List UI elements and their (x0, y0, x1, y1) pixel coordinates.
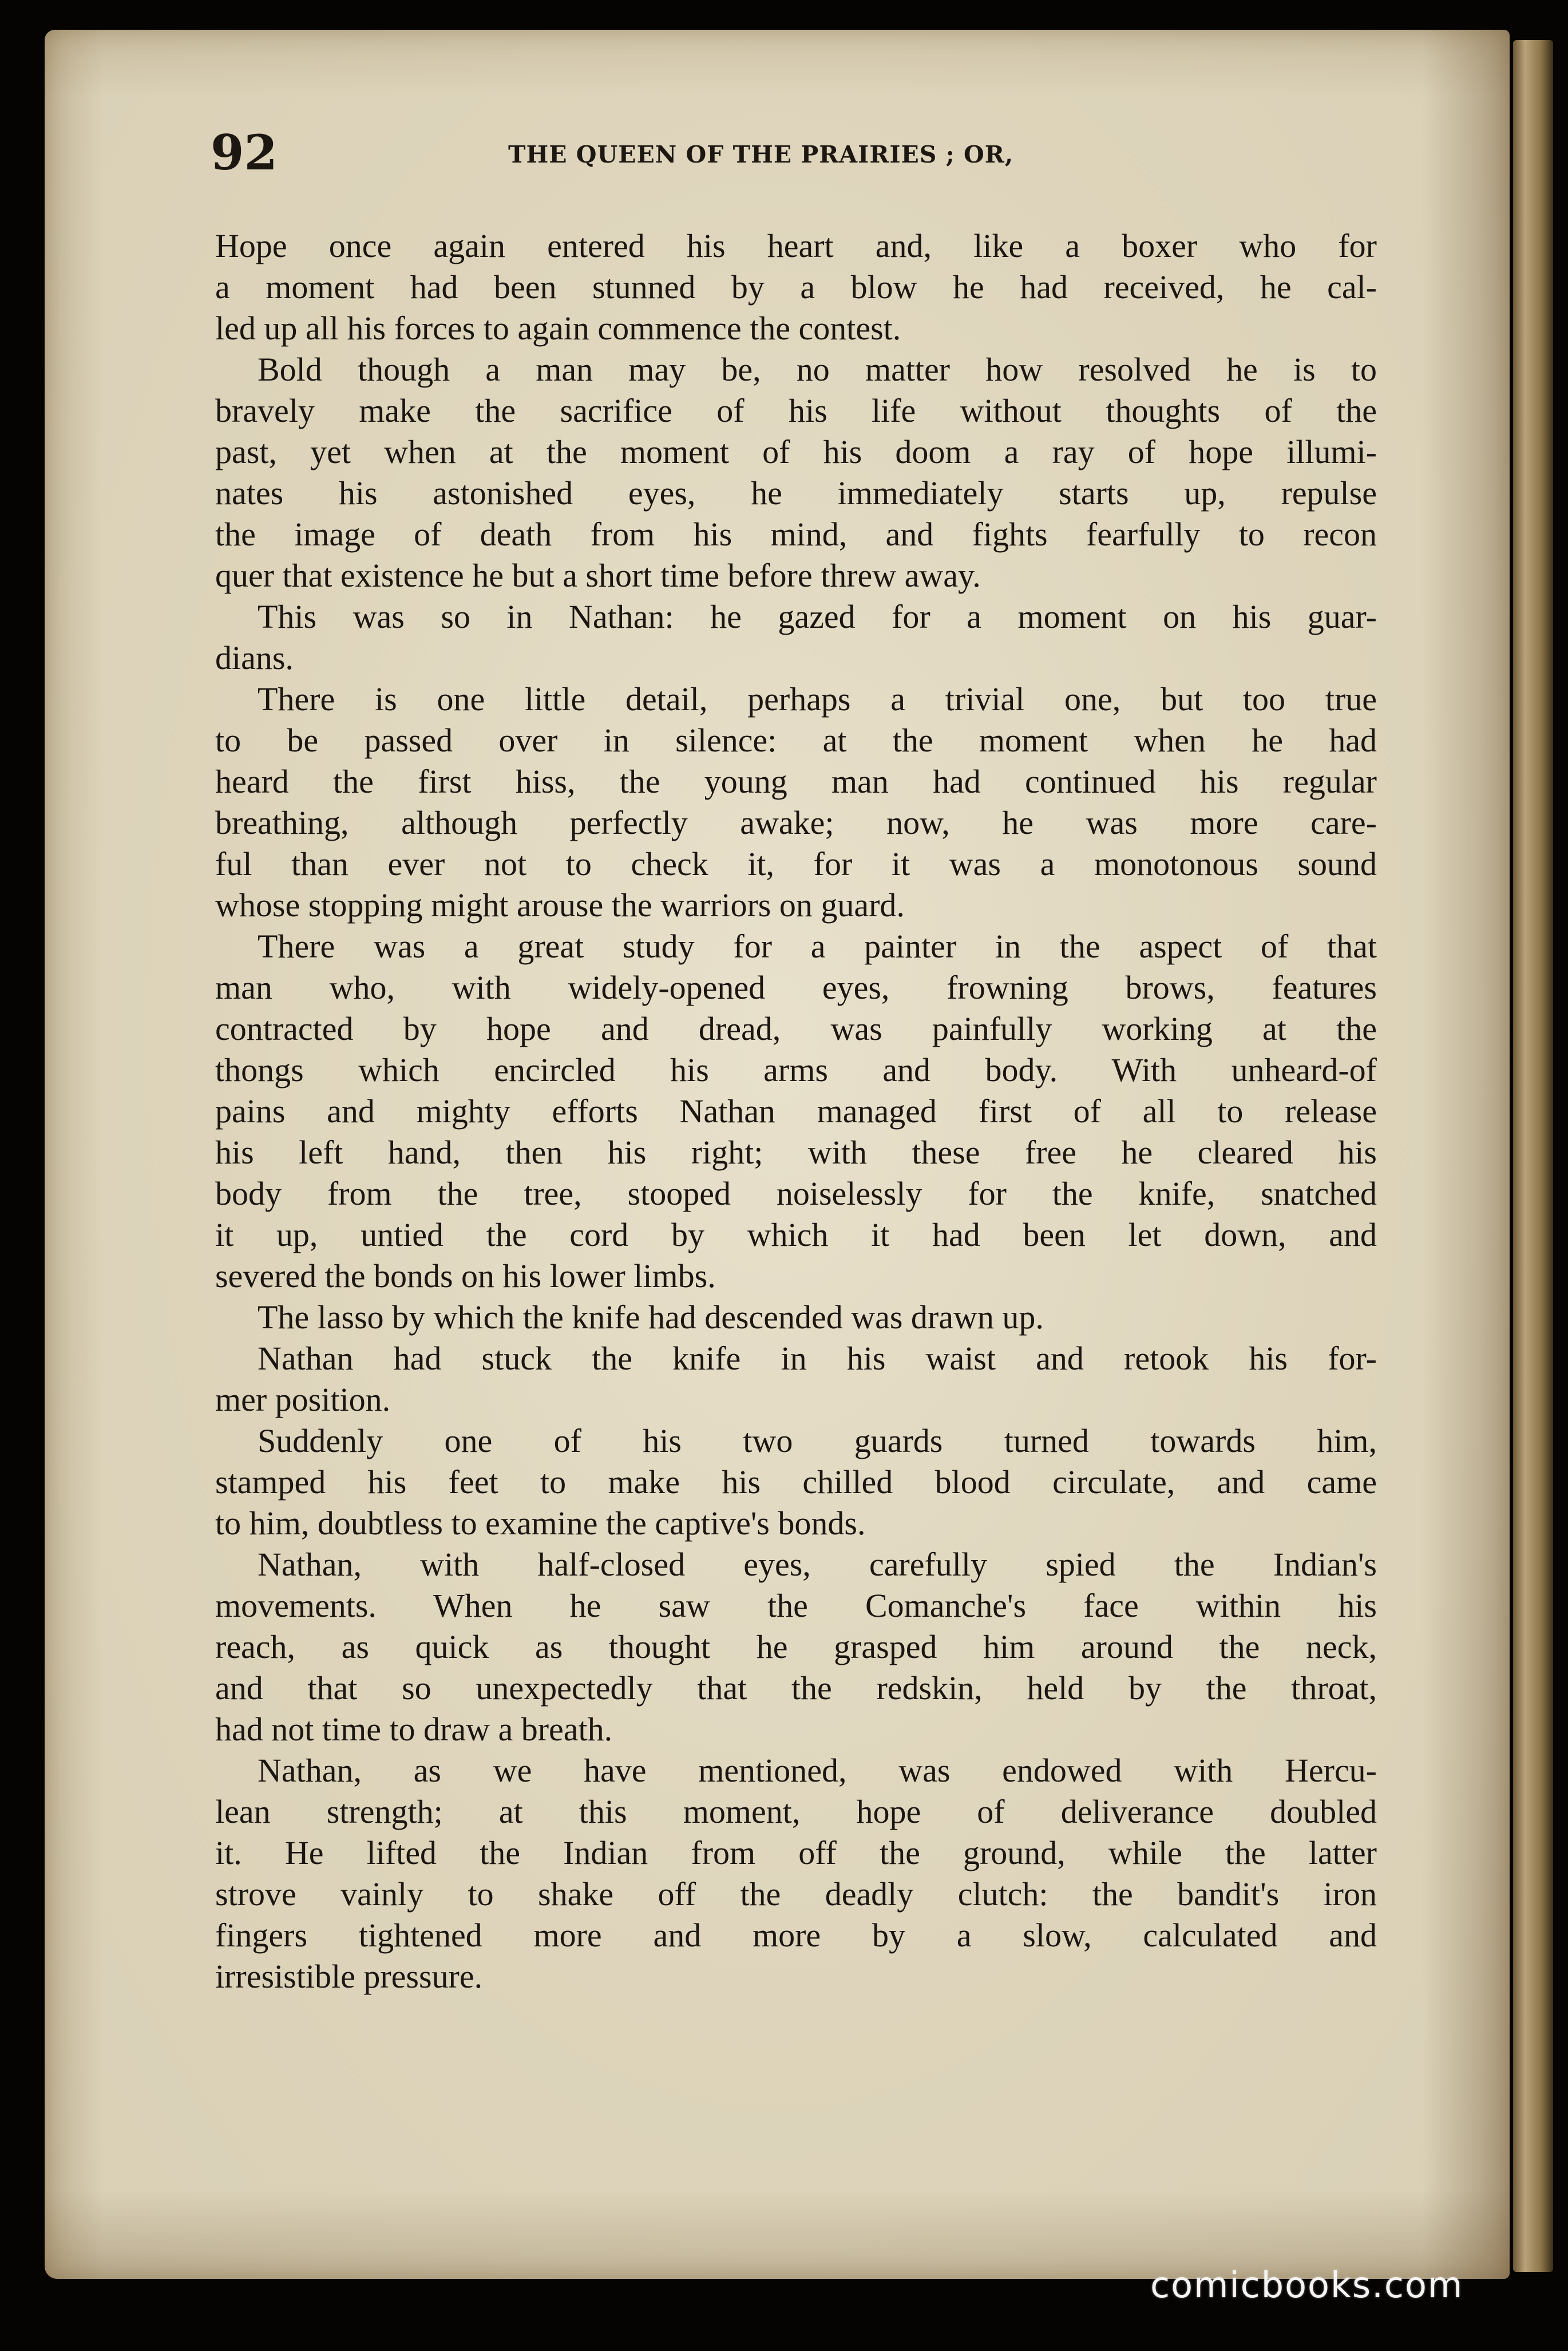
text-line: to be passed over in silence: at the moment when he had (215, 722, 1377, 759)
text-line: reach, as quick as thought he grasped him around the neck, (215, 1628, 1377, 1665)
text-line: Suddenly one of his two guards turned towards him, (258, 1422, 1377, 1459)
text-line: dians. (215, 639, 294, 676)
text-line: and that so unexpectedly that the redskin, held by the throat, (215, 1669, 1377, 1707)
text-line: mer position. (215, 1381, 391, 1418)
text-line: strove vainly to shake off the deadly clutch: the bandit's iron (215, 1875, 1377, 1913)
text-line: ful than ever not to check it, for it was a monotonous sound (215, 845, 1377, 882)
text-line: it. He lifted the Indian from off the ground, while the latter (215, 1834, 1377, 1871)
text-line: his left hand, then his right; with these free he cleared his (215, 1134, 1377, 1171)
text-line: whose stopping might arouse the warriors on guard. (215, 886, 905, 924)
text-line: stamped his feet to make his chilled blood circulate, and came (215, 1463, 1377, 1501)
watermark: comicbooks.com (1150, 2264, 1464, 2306)
body-text (215, 225, 1377, 1997)
text-line: had not time to draw a breath. (215, 1711, 613, 1748)
text-line: The lasso by which the knife had descended was drawn up. (258, 1299, 1044, 1336)
running-head-title: THE QUEEN OF THE PRAIRIES ; OR, (508, 141, 1014, 168)
text-line: man who, with widely-opened eyes, frowning brows, features (215, 969, 1377, 1006)
text-line: past, yet when at the moment of his doom a ray of hope illumi- (215, 433, 1377, 470)
text-line: quer that existence he but a short time before threw away. (215, 557, 981, 594)
text-line: thongs which encircled his arms and body. With unheard-of (215, 1051, 1377, 1089)
text-line: led up all his forces to again commence the contest. (215, 310, 901, 347)
text-line: pains and mighty efforts Nathan managed first of all to release (215, 1093, 1377, 1130)
text-line: the image of death from his mind, and fights fearfully to recon (215, 516, 1377, 553)
text-line: Nathan had stuck the knife in his waist and retook his for- (258, 1340, 1377, 1377)
text-line: Nathan, with half-closed eyes, carefully spied the Indian's (258, 1546, 1377, 1583)
text-line: bravely make the sacrifice of his life without thoughts of the (215, 392, 1377, 429)
text-line: fingers tightened more and more by a slow, calculated and (215, 1917, 1377, 1954)
facing-page-edge (1513, 40, 1553, 2272)
text-line: it up, untied the cord by which it had been let down, and (215, 1216, 1377, 1253)
text-line: body from the tree, stooped noiselessly for the knife, snatched (215, 1175, 1377, 1212)
text-line: Bold though a man may be, no matter how resolved he is to (258, 351, 1377, 388)
text-line: a moment had been stunned by a blow he had received, he cal- (215, 268, 1377, 306)
text-line: nates his astonished eyes, he immediately starts up, repulse (215, 474, 1377, 512)
text-line: severed the bonds on his lower limbs. (215, 1257, 716, 1295)
text-line: breathing, although perfectly awake; now, he was more care- (215, 804, 1377, 841)
text-line: contracted by hope and dread, was painfully working at the (215, 1010, 1377, 1047)
text-line: This was so in Nathan: he gazed for a moment on his guar- (258, 598, 1377, 635)
text-line: movements. When he saw the Comanche's face within his (215, 1587, 1377, 1624)
text-line: There was a great study for a painter in the aspect of that (258, 928, 1377, 965)
page-number: 92 (211, 124, 278, 181)
text-line: heard the first hiss, the young man had continued his regular (215, 763, 1377, 800)
text-line: irresistible pressure. (215, 1958, 483, 1995)
text-line: Nathan, as we have mentioned, was endowed with Hercu- (258, 1752, 1377, 1789)
text-line: to him, doubtless to examine the captive's bonds. (215, 1505, 866, 1542)
running-head (45, 124, 1510, 181)
book-page (45, 30, 1510, 2279)
text-line: lean strength; at this moment, hope of deliverance doubled (215, 1793, 1377, 1830)
text-line: Hope once again entered his heart and, like a boxer who for (215, 227, 1377, 264)
text-line: There is one little detail, perhaps a trivial one, but too true (258, 680, 1377, 718)
